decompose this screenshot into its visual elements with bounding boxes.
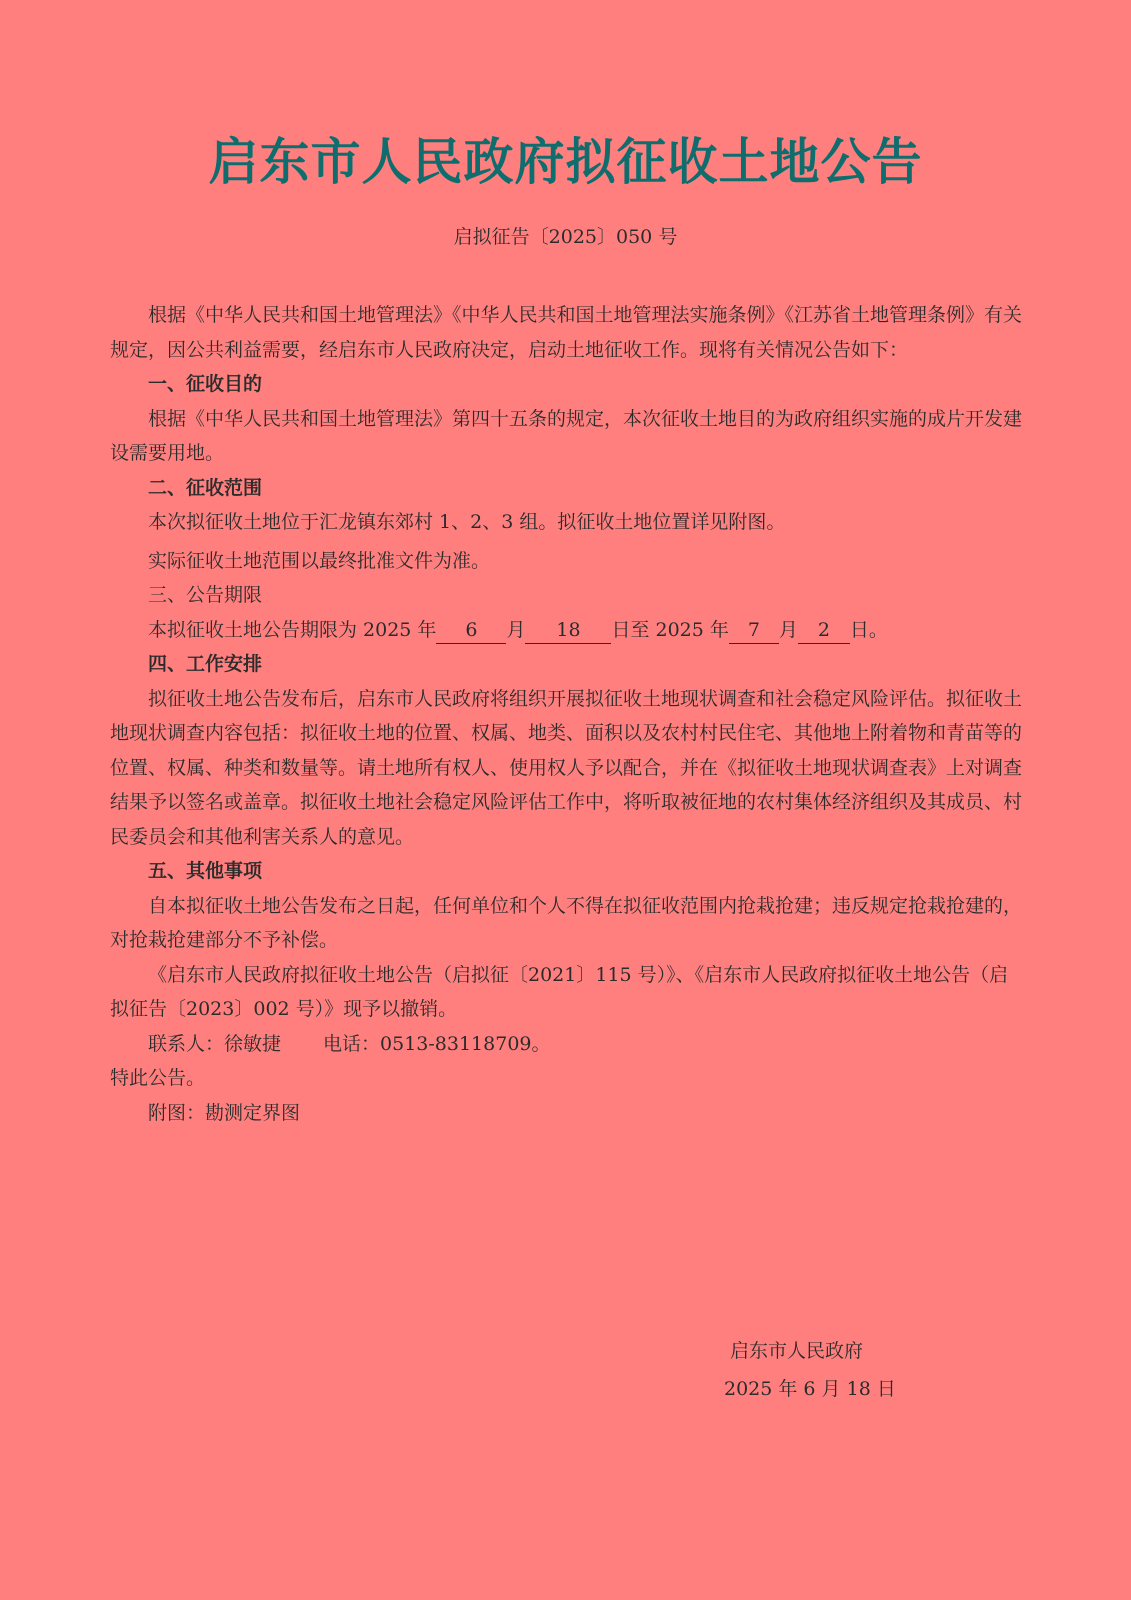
end-day: 2 (798, 617, 850, 644)
signature-block (700, 1332, 940, 1408)
signature-date: 2025 年 6 月 18 日 (724, 1378, 896, 1400)
section-5-text-2: 《启东市人民政府拟征收土地公告（启拟征〔2021〕115 号）》、《启东市人民政府拟征收土地公告（启拟征告〔2023〕002 号）》现予以撤销。 (110, 963, 1009, 1020)
period-prefix: 本拟征收土地公告期限为 2025 年 (148, 618, 437, 641)
document-title: 启东市人民政府拟征收土地公告 (208, 133, 923, 191)
contact-phone: 电话：0513-83118709。 (323, 1032, 551, 1055)
closing-line: 特此公告。 (110, 1067, 206, 1089)
period-suffix: 日。 (849, 618, 888, 641)
section-2-text-2: 实际征收土地范围以最终批准文件为准。 (148, 549, 491, 572)
contact-line (110, 1027, 1022, 1062)
month-char-1: 月 (506, 618, 526, 641)
document-number: 启拟征告〔2025〕050 号 (453, 226, 678, 248)
contact-person: 联系人：徐敏捷 (148, 1032, 282, 1055)
section-5-text-1: 自本拟征收土地公告发布之日起，任何单位和个人不得在拟征收范围内抢栽抢建；违反规定抢栽抢建的，对抢栽抢建部分不予补偿。 (110, 894, 1023, 951)
attachment-line: 附图：勘测定界图 (148, 1101, 301, 1124)
section-2-text-1: 本次拟征收土地位于汇龙镇东郊村 1、2、3 组。拟征收土地位置详见附图。 (148, 511, 786, 533)
section-4-text: 拟征收土地公告发布后，启东市人民政府将组织开展拟征收土地现状调查和社会稳定风险评估。拟征收土地现状调查内容包括：拟征收土地的位置、权属、地类、面积以及农村村民住宅、其他地上附着物和青苗等的位置、权属、种类和数量等。请土地所有权人、使用权人予以配合，并在《拟征收土地现状调查表》上对调查结果予以签名或盖章。拟征收土地社会稳定风险评估工作中，将听取被征地的农村集体经济组织及其成员、村民委员会和其他利害关系人的意见。 (110, 687, 1023, 848)
signature-org: 启东市人民政府 (730, 1340, 864, 1362)
section-3-period (110, 613, 1022, 648)
section-1-text: 根据《中华人民共和国土地管理法》第四十五条的规定，本次征收土地目的为政府组织实施的成片开发建设需要用地。 (110, 407, 1023, 464)
intro-paragraph: 根据《中华人民共和国土地管理法》《中华人民共和国土地管理法实施条例》《江苏省土地管理条例》有关规定，因公共利益需要，经启东市人民政府决定，启动土地征收工作。现将有关情况公告如下： (110, 304, 1023, 361)
month-char-2: 月 (778, 618, 798, 641)
start-day: 18 (525, 617, 611, 644)
section-3-heading: 三、公告期限 (148, 584, 263, 606)
section-5-heading: 五、其他事项 (148, 860, 263, 882)
document-body (110, 298, 1022, 1130)
end-month: 7 (729, 617, 779, 644)
start-month: 6 (436, 617, 506, 644)
section-1-heading: 一、征收目的 (148, 373, 263, 395)
section-2-heading: 二、征收范围 (148, 476, 263, 499)
period-middle: 日至 2025 年 (611, 618, 729, 641)
section-4-heading: 四、工作安排 (148, 653, 263, 675)
